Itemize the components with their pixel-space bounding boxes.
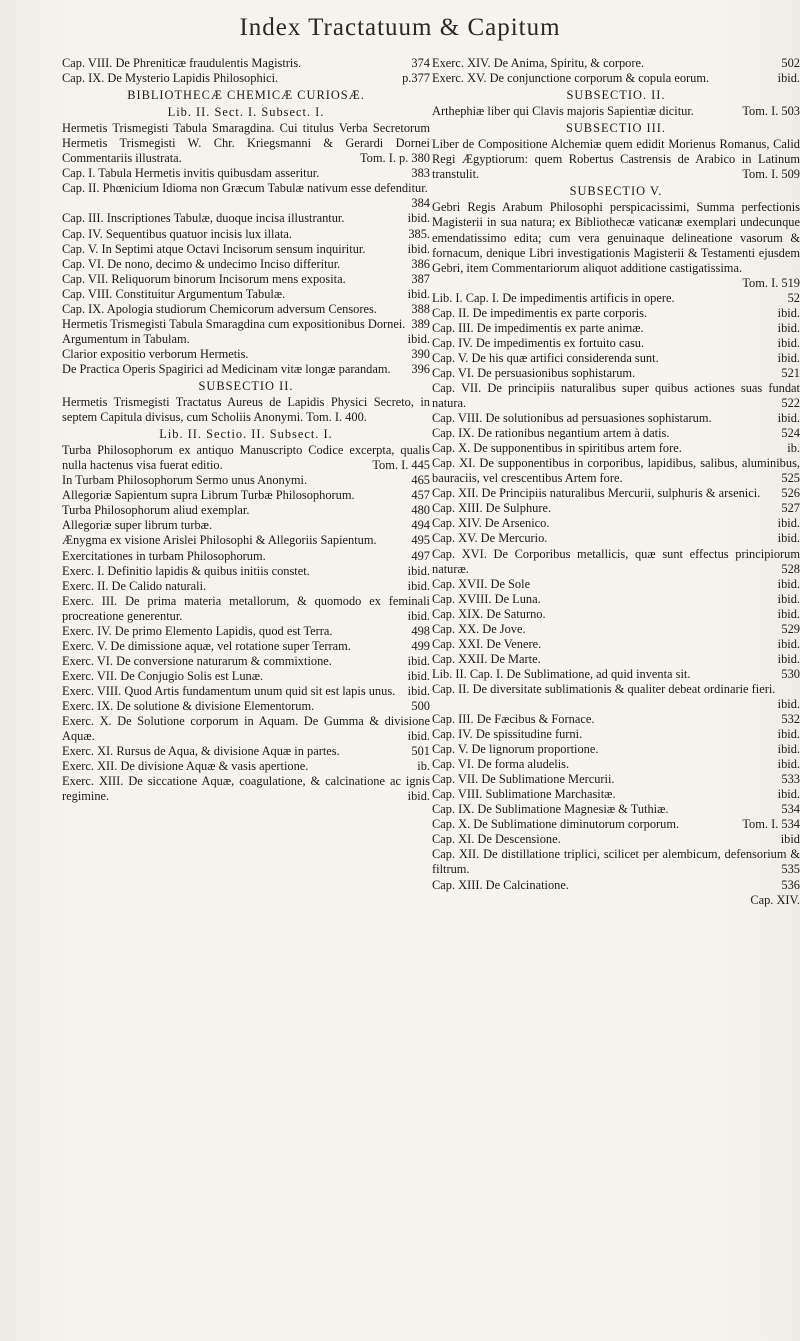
index-entry [432, 291, 800, 306]
entry-text: In Turbam Philosophorum Sermo unus Anonymi. [62, 473, 308, 488]
section-heading: SUBSECTIO III. [565, 121, 667, 136]
entry-text: Cap. V. De lignorum proportione. [432, 742, 599, 757]
entry-text: Exerc. XV. De conjunctione corporum & copula eorum. [432, 71, 710, 86]
page-reference: 528 [781, 561, 800, 576]
index-entry [62, 362, 430, 377]
index-entry [432, 306, 800, 321]
entry-text: Exerc. I. Definitio lapidis & quibus initiis constet. [62, 563, 310, 578]
index-entry [432, 802, 800, 817]
index-entry [432, 607, 800, 622]
index-entry [432, 577, 800, 592]
entry-text: Exerc. X. De Solutione corporum in Aquam. De Gumma & divisione Aquæ. [62, 714, 430, 744]
entry-text: Cap. II. De diversitate sublimationis & qualiter debeat ordinarie fieri. [432, 681, 776, 696]
entry-text: Cap. XV. De Mercurio. [432, 531, 548, 546]
index-entry [62, 227, 430, 242]
index-entry [432, 321, 800, 336]
entry-text: Cap. VII. De principiis naturalibus super quibus actiones suas fundat natura. [432, 380, 800, 411]
page-reference: ibid. [777, 651, 800, 666]
page-reference: ibid. [407, 668, 430, 683]
index-entry [62, 533, 430, 548]
page-reference: 499 [411, 638, 430, 653]
entry-text: Cap. IX. Apologia studiorum Chemicorum adversum Censores. [62, 301, 377, 316]
page-reference: 502 [781, 56, 800, 70]
page-reference: ibid [780, 832, 800, 847]
page-reference: ibid. [777, 727, 800, 742]
page-reference: 527 [781, 501, 800, 516]
page-reference: ibid. [407, 683, 430, 698]
page-reference: Tom. I. 509 [742, 167, 800, 182]
page-reference: ibid. [777, 787, 800, 802]
index-entry [432, 516, 800, 531]
entry-text: Lib. I. Cap. I. De impedimentis artificis in opere. [432, 290, 675, 305]
entry-text: De Practica Operis Spagirici ad Medicinam vitæ longæ parandam. [62, 361, 391, 376]
index-entry [432, 104, 800, 119]
page-reference: 533 [781, 772, 800, 787]
index-entry [432, 817, 800, 832]
entry-text: Exerc. V. De dimissione aquæ, vel rotatione super Terram. [62, 638, 351, 653]
index-entry [432, 56, 800, 71]
index-entry [62, 287, 430, 302]
index-entry [62, 564, 430, 579]
page-reference: 500 [411, 698, 430, 713]
index-entry [62, 654, 430, 669]
page-reference: ibid. [777, 696, 800, 711]
index-entry [62, 549, 430, 564]
page-reference: 383 [411, 166, 430, 181]
index-entry [62, 166, 430, 181]
index-entry [62, 774, 430, 804]
entry-text: Exerc. III. De prima materia metallorum, & quomodo ex feminali procreatione generentur. [62, 593, 430, 623]
page-reference: ibid. [407, 789, 430, 804]
index-entry [432, 441, 800, 456]
index-entry [62, 332, 430, 347]
page-reference: 534 [781, 802, 800, 817]
index-entry [62, 639, 430, 654]
page-reference: ibid. [407, 286, 430, 301]
index-entry [432, 652, 800, 667]
index-entry [62, 473, 430, 488]
index-entry [432, 682, 800, 712]
index-entry [62, 56, 430, 71]
page-reference: Tom. I. 445 [372, 458, 430, 473]
page-reference: 535 [781, 862, 800, 877]
page-reference: 529 [781, 621, 800, 636]
page-reference: 390 [411, 346, 430, 361]
entry-text: Cap. IX. De rationibus negantium artem à datis. [432, 426, 670, 441]
section-heading: SUBSECTIO II. [198, 378, 294, 393]
entry-text: Cap. XII. De distillatione triplici, scilicet per alembicum, defensorium & filtrum. [432, 847, 800, 877]
page-reference: ibid. [407, 729, 430, 744]
entry-text: Exerc. XIII. De siccatione Aquæ, coagulatione, & calcinatione ac ignis regimine. [62, 774, 430, 804]
index-entry [62, 395, 430, 425]
index-entry [432, 712, 800, 727]
section-heading: SUBSECTIO. II. [566, 88, 666, 103]
page-reference: ibid. [407, 653, 430, 668]
entry-text: Exerc. VII. De Conjugio Solis est Lunæ. [62, 668, 264, 683]
page-reference: ibid. [777, 591, 800, 606]
section-heading: BIBLIOTHECÆ CHEMICÆ CURIOSÆ. [127, 88, 365, 103]
index-entry [432, 637, 800, 652]
entry-text: Cap. VIII. Sublimatione Marchasitæ. [432, 787, 616, 802]
index-entry [432, 592, 800, 607]
index-entry [62, 503, 430, 518]
entry-text: Cap. XIII. De Calcinatione. [432, 877, 569, 892]
entry-text: Exerc. II. De Calido naturali. [62, 578, 207, 593]
index-entry [62, 257, 430, 272]
index-entry [62, 71, 430, 86]
index-entry [432, 200, 800, 290]
page-reference: 384 [411, 196, 430, 211]
page-reference: 497 [411, 548, 430, 563]
entry-text: Cap. XVII. De Sole [432, 576, 531, 591]
entry-text: Exerc. VIII. Quod Artis fundamentum unum quid sit est lapis unus. [62, 683, 396, 698]
entry-text: Cap. VII. Reliquorum binorum Incisorum mens exposita. [62, 271, 346, 286]
index-entry [62, 347, 430, 362]
index-entry [62, 302, 430, 317]
page-reference: ibid. [777, 757, 800, 772]
page-reference: ibid. [407, 331, 430, 346]
entry-text: Exerc. XIV. De Anima, Spiritu, & corpore. [432, 56, 645, 70]
page-reference: ibid. [777, 636, 800, 651]
page-reference: ibid. [777, 350, 800, 365]
index-entry [432, 878, 800, 893]
entry-text: Cap. VI. De forma aludelis. [432, 757, 570, 772]
index-entry [62, 121, 430, 166]
entry-text: Cap. XII. De Principiis naturalibus Mercurii, sulphuris & arsenici. [432, 486, 761, 501]
page-reference: 521 [781, 365, 800, 380]
entry-text: Cap. III. Inscriptiones Tabulæ, duoque incisa illustrantur. [62, 211, 345, 226]
entry-text: Hermetis Trismegisti Tabula Smaragdina. Cui titulus Verba Secretorum Hermetis Trismegisti W. Chr. Kriegsmanni & Gerardi Dornei Commentariis illustrata. [62, 121, 430, 166]
page-reference: 457 [411, 488, 430, 503]
entry-text: Hermetis Trismegisti Tabula Smaragdina cum expositionibus Dornei. [62, 316, 406, 331]
index-entry [62, 211, 430, 226]
page-reference: p.377 [402, 71, 430, 86]
index-entry [62, 317, 430, 332]
index-entry [62, 759, 430, 774]
entry-text: Exerc. XI. Rursus de Aqua, & divisione Aquæ in partes. [62, 744, 340, 759]
index-entry [62, 744, 430, 759]
index-entry [62, 669, 430, 684]
page-reference: 465 [411, 473, 430, 488]
left-column [62, 56, 430, 804]
page-reference: 532 [781, 712, 800, 727]
page-reference: 530 [781, 666, 800, 681]
catchword: Cap. XIV. [750, 892, 800, 907]
entry-text: Arthephiæ liber qui Clavis majoris Sapientiæ dicitur. [432, 104, 694, 119]
page-reference: 524 [781, 426, 800, 441]
page-reference: ib. [787, 441, 800, 456]
index-entry [432, 426, 800, 441]
entry-text: Cap. XI. De Descensione. [432, 832, 561, 847]
page-reference: 386 [411, 256, 430, 271]
entry-text: Cap. XXII. De Marte. [432, 651, 541, 666]
section-heading: Lib. II. Sect. I. Subsect. I. [167, 105, 325, 120]
index-entry [432, 847, 800, 877]
entry-text: Allegoriæ Sapientum supra Librum Turbæ Philosophorum. [62, 488, 355, 503]
index-entry [62, 579, 430, 594]
entry-text: Cap. XX. De Jove. [432, 621, 526, 636]
entry-text: Cap. IV. De spissitudine furni. [432, 727, 583, 742]
index-entry [62, 624, 430, 639]
index-entry [432, 547, 800, 577]
entry-text: Clarior expositio verborum Hermetis. [62, 346, 249, 361]
page-reference: 52 [787, 290, 800, 305]
entry-text: Argumentum in Tabulam. [62, 331, 190, 346]
index-entry [432, 501, 800, 516]
page-reference: ibid. [407, 211, 430, 226]
index-entry [432, 742, 800, 757]
entry-text: Cap. XXI. De Venere. [432, 636, 542, 651]
page-reference: 495 [411, 533, 430, 548]
page-reference: Tom. I. 503 [742, 104, 800, 119]
entry-text: Cap. VIII. Constituitur Argumentum Tabulæ. [62, 286, 286, 301]
index-entry [432, 832, 800, 847]
index-entry [62, 699, 430, 714]
entry-text: Cap. X. De supponentibus in spiritibus artem fore. [432, 441, 682, 456]
entry-text: Cap. IV. Sequentibus quatuor incisis lux illata. [62, 226, 293, 241]
index-entry [432, 456, 800, 486]
page-reference: 389 [411, 316, 430, 331]
entry-text: Liber de Compositione Alchemiæ quem edidit Morienus Romanus, Calid Regi Ægyptiorum: quem Robertus Castrensis de Arabico in Latinum transtulit. [432, 137, 800, 182]
entry-text: Cap. X. De Sublimatione diminutorum corporum. [432, 817, 680, 832]
index-entry [432, 351, 800, 366]
index-entry [62, 443, 430, 473]
page-reference: 522 [781, 396, 800, 411]
entry-text: Cap. II. De impedimentis ex parte corporis. [432, 305, 648, 320]
entry-text: Cap. IV. De impedimentis ex fortuito casu. [432, 335, 645, 350]
entry-text: Cap. XIV. De Arsenico. [432, 516, 550, 531]
entry-text: Cap. VIII. De solutionibus ad persuasiones sophistarum. [432, 411, 712, 426]
entry-text: Ænygma ex visione Arislei Philosophi & Allegoriis Sapientum. [62, 533, 377, 548]
page-reference: 498 [411, 623, 430, 638]
page-reference: ibid. [407, 578, 430, 593]
index-entry [62, 181, 430, 211]
entry-text: Turba Philosophorum ex antiquo Manuscripto Codice excerpta, qualis nulla hactenus visa fuerat editio. [62, 443, 430, 473]
index-entry [432, 787, 800, 802]
entry-text: Cap. IX. De Sublimatione Magnesiæ & Tuthiæ. [432, 802, 669, 817]
page-reference: ibid. [777, 320, 800, 335]
entry-text: Cap. V. In Septimi atque Octavi Incisorum sensum inquiritur. [62, 241, 366, 256]
running-header: Index Tractatuum & Capitum [239, 14, 561, 41]
entry-text: Exerc. VI. De conversione naturarum & commixtione. [62, 653, 332, 668]
page-reference: ibid. [407, 563, 430, 578]
right-column [432, 56, 800, 908]
entry-text: Lib. II. Cap. I. De Sublimatione, ad quid inventa sit. [432, 666, 691, 681]
index-entry [432, 486, 800, 501]
index-entry [432, 366, 800, 381]
page-reference: 501 [411, 744, 430, 759]
entry-text: Cap. VII. De Sublimatione Mercurii. [432, 772, 615, 787]
page-reference: 494 [411, 518, 430, 533]
index-entry [432, 137, 800, 182]
entry-text: Cap. II. Phœnicium Idioma non Græcum Tabulæ nativum esse defenditur. [62, 181, 428, 196]
page-reference: ibid. [777, 742, 800, 757]
index-entry [432, 772, 800, 787]
page-reference: Tom. I. 534 [742, 817, 800, 832]
entry-text: Cap. III. De Fæcibus & Fornace. [432, 712, 595, 727]
index-entry [62, 518, 430, 533]
page-reference: ib. [417, 759, 430, 774]
page-reference: ibid. [407, 241, 430, 256]
index-entry [62, 242, 430, 257]
page-reference: 388 [411, 301, 430, 316]
page-reference: ibid. [777, 576, 800, 591]
index-entry [432, 381, 800, 411]
page-reference: ibid. [777, 335, 800, 350]
page-reference: 387 [411, 271, 430, 286]
index-entry [432, 531, 800, 546]
section-heading: Lib. II. Sectio. II. Subsect. I. [159, 427, 333, 442]
page-reference: 385. [408, 226, 430, 241]
entry-text: Exerc. IV. De primo Elemento Lapidis, quod est Terra. [62, 623, 333, 638]
entry-text: Cap. XI. De supponentibus in corporibus, lapidibus, salibus, aluminibus, bauraciis, vel crescentibus Artem fore. [432, 456, 800, 486]
entry-text: Exercitationes in turbam Philosophorum. [62, 548, 266, 563]
page-reference: ibid. [777, 531, 800, 546]
page-reference: 525 [781, 471, 800, 486]
page-reference: ibid. [777, 411, 800, 426]
index-entry [62, 714, 430, 744]
page-reference: 396 [411, 361, 430, 376]
entry-text: Cap. I. Tabula Hermetis invitis quibusdam asseritur. [62, 166, 320, 181]
entry-text: Cap. XVI. De Corporibus metallicis, quæ sunt effectus principiorum naturæ. [432, 546, 800, 576]
section-heading: SUBSECTIO V. [569, 184, 663, 199]
page-reference: ibid. [777, 606, 800, 621]
index-entry [432, 667, 800, 682]
page-reference: Tom. I. 519 [742, 275, 800, 290]
entry-text: Cap. VI. De persuasionibus sophistarum. [432, 365, 636, 380]
page-reference: Tom. I. p. 380 [359, 151, 430, 166]
entry-text: Gebri Regis Arabum Philosophi perspicacissimi, Summa perfectionis Magisterii in sua natura; ex Bibliothecæ vaticanæ exemplari undecunque emendatissimo edita; cum vera genuinaque delineatione vasorum & fornacum, denique Libri investigationis Magisterii & Testamenti ejusdem Gebri, item Commentariorum aliquot additione castigatissima. [432, 200, 800, 275]
entry-text: Cap. IX. De Mysterio Lapidis Philosophici. [62, 71, 279, 86]
entry-text: Hermetis Trismegisti Tractatus Aureus de Lapidis Physici Secreto, in septem Capitula divisus, cum Scholiis Anonymi. Tom. I. 400. [62, 395, 430, 425]
entry-text: Cap. XIX. De Saturno. [432, 606, 546, 621]
page-reference: ibid. [777, 71, 800, 86]
page-reference: ibid. [407, 608, 430, 623]
page-reference: 526 [781, 486, 800, 501]
entry-text: Exerc. XII. De divisione Aquæ & vasis apertione. [62, 759, 309, 774]
page-reference: 536 [781, 877, 800, 892]
entry-text: Cap. V. De his quæ artifici considerenda sunt. [432, 350, 659, 365]
page-reference: 374 [411, 56, 430, 70]
index-entry [62, 594, 430, 624]
index-entry [432, 71, 800, 86]
entry-text: Cap. VIII. De Phreniticæ fraudulentis Magistris. [62, 56, 302, 70]
entry-text: Exerc. IX. De solutione & divisione Elementorum. [62, 698, 315, 713]
entry-text: Cap. XIII. De Sulphure. [432, 501, 552, 516]
page-reference: ibid. [777, 305, 800, 320]
index-entry [432, 757, 800, 772]
page-reference: ibid. [777, 516, 800, 531]
entry-text: Allegoriæ super librum turbæ. [62, 518, 213, 533]
entry-text: Cap. XVIII. De Luna. [432, 591, 541, 606]
index-entry [62, 488, 430, 503]
page-reference: 480 [411, 503, 430, 518]
index-entry [432, 411, 800, 426]
entry-text: Cap. III. De impedimentis ex parte animæ. [432, 320, 644, 335]
entry-text: Cap. VI. De nono, decimo & undecimo Inciso differitur. [62, 256, 341, 271]
entry-text: Turba Philosophorum aliud exemplar. [62, 503, 250, 518]
index-entry [62, 272, 430, 287]
index-entry [432, 336, 800, 351]
index-entry [62, 684, 430, 699]
index-entry [432, 622, 800, 637]
index-entry [432, 727, 800, 742]
